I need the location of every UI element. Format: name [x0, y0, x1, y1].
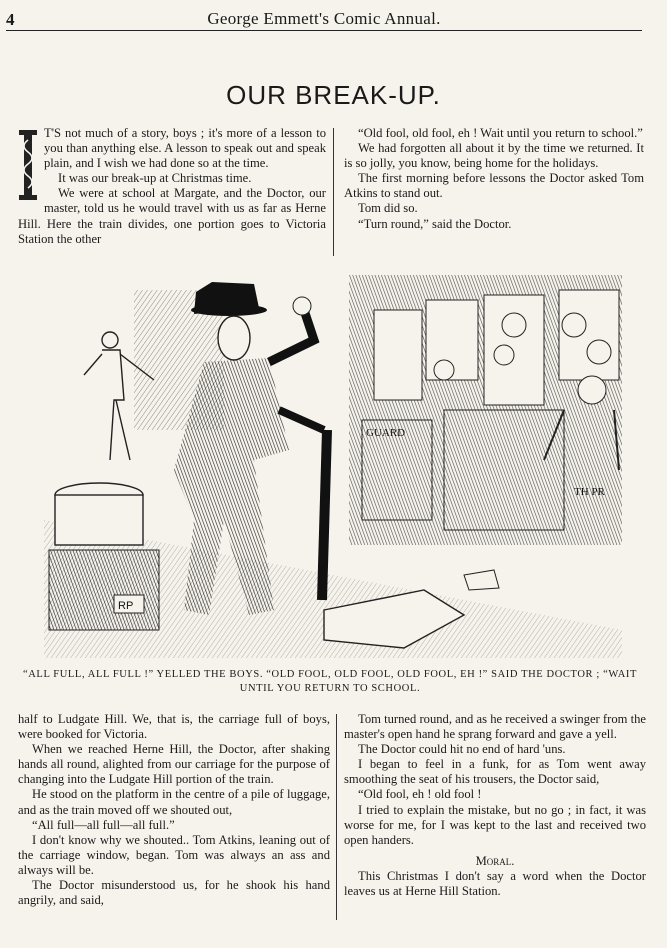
paragraph: I don't know why we shouted.. Tom Atkins, leaning out of the carriage window, began. Tom was always an ass and always will be.	[18, 832, 330, 877]
paragraph: I tried to explain the mistake, but no go ; in fact, it was worse for me, for I was kept to the last and received two open handers.	[344, 802, 646, 847]
column-4	[344, 712, 646, 899]
column-1	[18, 126, 326, 247]
paragraph: Tom turned round, and as he received a swinger from the master's open hand he sprang forward and gave a yell.	[344, 712, 646, 742]
paragraph: half to Ludgate Hill. We, that is, the carriage full of boys, were booked for Victoria.	[18, 712, 330, 742]
carriage-sign: GUARD	[366, 427, 406, 439]
paragraph: It was our break-up at Christmas time.	[58, 171, 252, 186]
page-number: 4	[6, 10, 15, 29]
paragraph: “Turn round,” said the Doctor.	[358, 216, 512, 231]
story-title: OUR BREAK-UP.	[226, 80, 441, 110]
luggage-label: RP	[118, 600, 134, 612]
page-header	[6, 8, 642, 31]
paragraph: “Old fool, old fool, eh ! Wait until you return to school.”	[358, 126, 643, 140]
paragraph: We had forgotten all about it by the time we returned. It is so jolly, you know, being home for the holidays.	[344, 141, 644, 171]
paragraph: The first morning before lessons the Doctor asked Tom Atkins to stand out.	[344, 171, 644, 201]
engraving-illustration	[44, 270, 622, 658]
column-3	[18, 712, 330, 908]
paragraph: “Old fool, eh ! old fool !	[358, 787, 482, 802]
drop-cap-ornament	[18, 128, 38, 202]
moral-text: This Christmas I don't say a word when the Doctor leaves us at Herne Hill Station.	[344, 868, 646, 899]
column-2	[344, 126, 644, 232]
railway-carriage	[349, 275, 622, 545]
paragraph: He stood on the platform in the centre of a pile of luggage, and as the train moved off we shouted out,	[18, 787, 330, 817]
paragraph: T'S not much of a story, boys ; it's more of a lesson to you than anything else. A lesson to speak out and speak plain, and I wish we had done so at the time.	[44, 126, 326, 171]
column-divider-top	[333, 128, 334, 256]
paragraph: When we reached Herne Hill, the Doctor, after shaking hands all round, alighted from our carriage for the purpose of changing into the Ludgate Hill portion of the train.	[18, 742, 330, 787]
carriage-scrawl: TH PR	[574, 486, 605, 498]
column-divider-bottom	[336, 714, 337, 920]
paragraph: The Doctor misunderstood us, for he shook his hand angrily, and said,	[18, 878, 330, 908]
paragraph: Tom did so.	[358, 201, 418, 216]
paragraph: We were at school at Margate, and the Doctor, our master, told us he would travel with us as far as Herne Hill. Here the train divides, one portion goes to Victoria Station the other	[18, 186, 326, 246]
running-title: George Emmett's Comic Annual.	[207, 9, 441, 28]
paragraph: I began to feel in a funk, for as Tom went away smoothing the seat of his trousers, the Doctor said,	[344, 757, 646, 787]
paragraph: “All full—all full—all full.”	[32, 817, 175, 832]
paragraph: The Doctor could hit no end of hard 'uns.	[358, 742, 566, 757]
illustration-caption: “ALL FULL, ALL FULL !” YELLED THE BOYS. “OLD FOOL, OLD FOOL, OLD FOOL, EH !” SAID THE DOCTOR ; “WAIT UNTIL YOU RETURN TO SCHOOL.	[22, 669, 637, 694]
moral-heading: Moral.	[475, 853, 515, 868]
